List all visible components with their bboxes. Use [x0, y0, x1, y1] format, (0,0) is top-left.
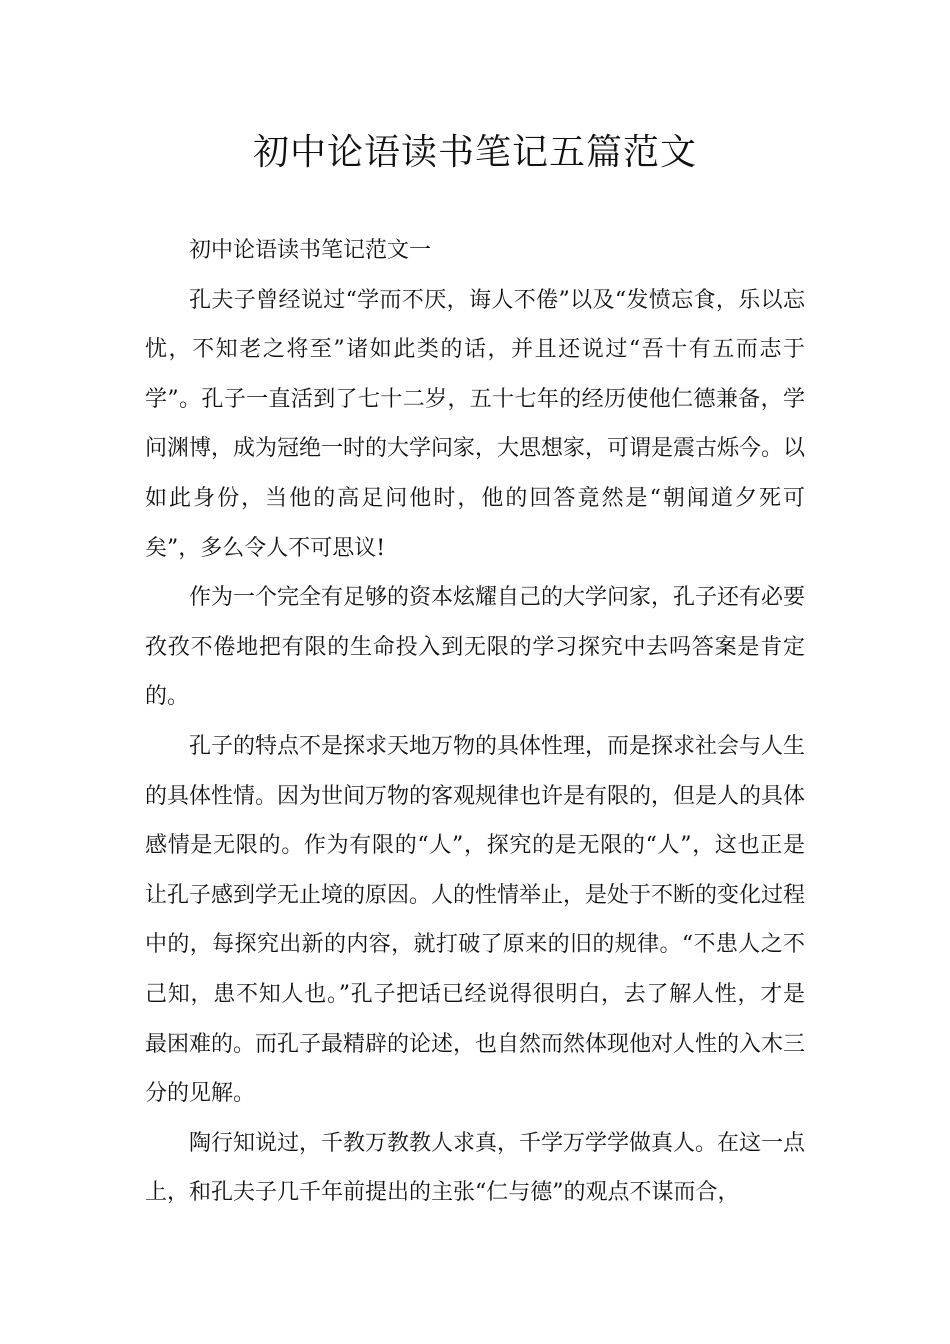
document-title: 初中论语读书笔记五篇范文: [252, 132, 697, 173]
document-body: [145, 226, 805, 1218]
paragraph-4: 陶行知说过，千教万教教人求真，千学万学学做真人。在这一点上，和孔夫子几千年前提出的主张“仁与德”的观点不谋而合，: [145, 1130, 806, 1206]
paragraph-1: 孔夫子曾经说过“学而不厌，诲人不倦”以及“发愤忘食，乐以忘忧，不知老之将至”诸如此类的话，并且还说过“吾十有五而志于学”。孔子一直活到了七十二岁，五十七年的经历使他仁德兼备，学问渊博，成为冠绝一时的大学问家，大思想家，可谓是震古烁今。以如此身份，当他的高足问他时，他的回答竟然是“朝闻道夕死可矣”，多么令人不可思议!: [145, 287, 806, 561]
section-heading: 初中论语读书笔记范文一: [189, 238, 432, 263]
paragraph-3: 孔子的特点不是探求天地万物的具体性理，而是探求社会与人生的具体性情。因为世间万物的客观规律也许是有限的，但是人的具体感情是无限的。作为有限的“人”，探究的是无限的“人”，这也正是让孔子感到学无止境的原因。人的性情举止，是处于不断的变化过程中的，每探究出新的内容，就打破了原来的旧的规律。“不患人之不己知，患不知人也。”孔子把话已经说得很明白，去了解人性，才是最困难的。而孔子最精辟的论述，也自然而然体现他对人性的入木三分的见解。: [145, 733, 806, 1107]
paragraph-2: 作为一个完全有足够的资本炫耀自己的大学问家，孔子还有必要孜孜不倦地把有限的生命投入到无限的学习探究中去吗答案是肯定的。: [145, 585, 806, 710]
